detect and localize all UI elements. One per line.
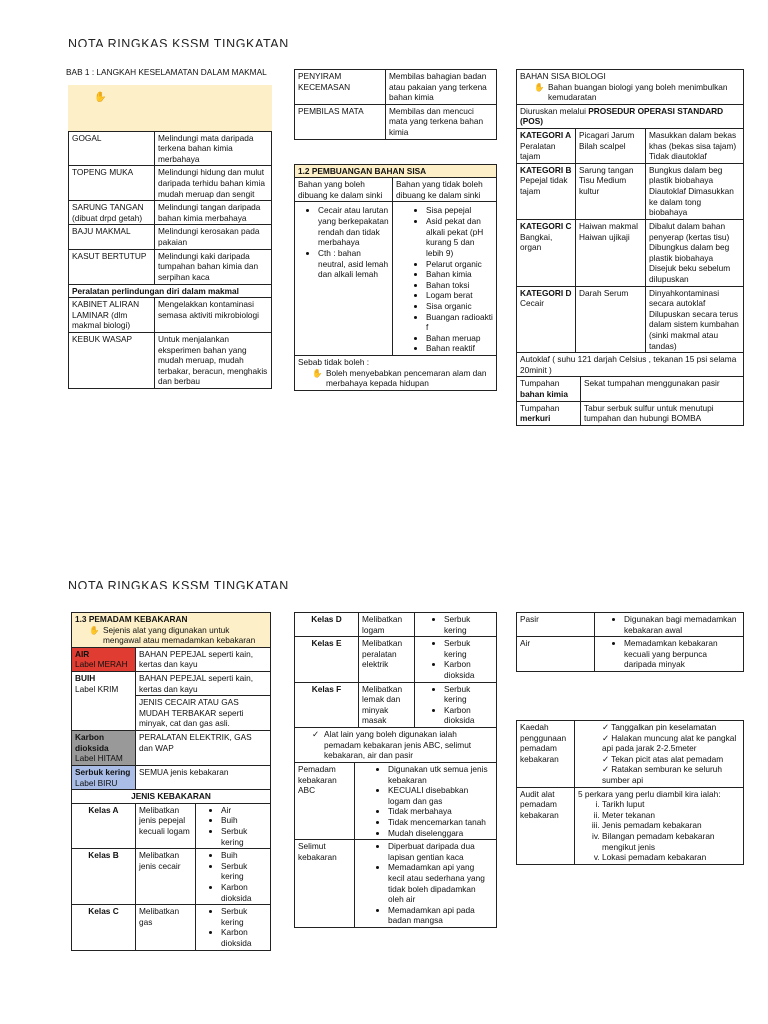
list-item: i. Tarikh luput	[602, 799, 740, 810]
class-desc: Melibatkan peralatan elektrik	[359, 637, 415, 682]
list-item: • Serbuk kering	[221, 906, 267, 927]
list-item: • Digunakan bagi memadamkan kebakaran awal	[624, 614, 740, 635]
extinguisher-label: Label HITAM	[75, 753, 123, 764]
category-desc: Masukkan dalam bekas khas (bekas sisa tajam) Tidak diautoklaf	[646, 129, 744, 164]
ppe-name: BAJU MAKMAL	[69, 225, 155, 249]
list-item: • Bahan kimia	[426, 269, 493, 280]
extinguisher-name: Karbon dioksida	[75, 732, 109, 753]
table-row	[517, 286, 744, 353]
list-item: ✓ Halakan muncung alat ke pangkal api pada jarak 2-2.5meter	[602, 733, 740, 754]
table-row	[517, 721, 744, 788]
table-row	[295, 637, 497, 682]
table-row	[69, 298, 272, 333]
table-row	[295, 728, 497, 763]
list-item: ✓ Tanggalkan pin keselamatan	[602, 722, 740, 733]
list-item: • Logam berat	[426, 290, 493, 301]
category-name: KATEGORI B	[520, 164, 572, 175]
class-name: Kelas F	[295, 682, 359, 727]
sand-water-section	[516, 612, 744, 672]
class-name: Kelas D	[295, 613, 359, 637]
extinguisher-desc: SEMUA jenis kebakaran	[136, 765, 271, 789]
list-item: • Serbuk kering	[221, 826, 267, 847]
definition: Sejenis alat yang digunakan untuk mengawal atau memadamkan kebakaran	[103, 624, 256, 646]
warning-hand-icon: ✋	[94, 91, 107, 103]
column-header: Bahan yang tidak boleh dibuang ke dalam sinki	[393, 178, 497, 202]
list-item: • Tidak merbahaya	[388, 806, 493, 817]
list-item: • Buih	[221, 815, 267, 826]
list-item: v. Lokasi pemadam kebakaran	[602, 852, 740, 863]
table-row	[517, 637, 744, 672]
table-row	[295, 763, 497, 840]
table-row	[72, 849, 271, 905]
table-row	[295, 840, 497, 928]
method-name: Kaedah penggunaan pemadam kebakaran	[517, 721, 575, 788]
category-items: Picagari Jarum Bilah scalpel	[576, 129, 646, 164]
table-row	[517, 70, 744, 105]
list-item: • Serbuk kering	[444, 614, 493, 635]
lab-safety-section	[66, 67, 272, 389]
category-name: KATEGORI D	[520, 287, 572, 298]
table-row	[72, 731, 271, 766]
ppe-table	[68, 131, 272, 389]
chapter-title: BAB 1 : LANGKAH KESELAMATAN DALAM MAKMAL	[66, 67, 267, 77]
class-desc: Melibatkan jenis pepejal kecuali logam	[136, 803, 196, 848]
list-item: • Buih	[221, 850, 267, 861]
list-item: • Memadamkan kebakaran kecuali yang berpunca daripada minyak	[624, 638, 740, 670]
category-desc: Dibalut dalam bahan penyerap (kertas tisu) Dibungkus dalam beg plastik biobahaya Disejuk beku sebelum dilupuskan	[646, 219, 744, 286]
table-row	[295, 682, 497, 727]
page-header-bottom: NOTA RINGKAS KSSM TINGKATAN	[68, 579, 289, 589]
list-item: • Cth : bahan neutral, asid lemah dan alkali lemah	[318, 248, 389, 280]
reason-label: Sebab tidak boleh :	[298, 357, 370, 368]
table-row	[517, 401, 744, 425]
list-item: • Buangan radioakti f	[426, 312, 493, 333]
column-header: Bahan yang boleh dibuang ke dalam sinki	[295, 178, 393, 202]
spill-prefix: Tumpahan	[520, 378, 560, 389]
table-row	[72, 803, 271, 848]
section-heading: Peralatan perlindungan diri dalam makmal	[69, 284, 272, 298]
list-item: • KECUALI disebabkan logam dan gas	[388, 785, 493, 806]
warning-hand-icon: ✋	[534, 81, 545, 92]
extinguisher-desc: BAHAN PEPEJAL seperti kain, kertas dan kayu	[136, 672, 271, 696]
list-item: ✓ Tekan picit atas alat pemadam	[602, 754, 740, 765]
list-item: iii. Jenis pemadam kebakaran	[602, 820, 740, 831]
other-tools: Alat lain yang boleh digunakan ialah pemadam kebakaran jenis ABC, selimut kebakaran, air dan pasir	[324, 729, 472, 761]
class-desc: Melibatkan gas	[136, 905, 196, 950]
lab-name: KABINET ALIRAN LAMINAR (dlm makmal biologi)	[69, 298, 155, 333]
check-icon: ✓	[312, 729, 319, 740]
class-name: Kelas B	[72, 849, 136, 905]
category-sub: Pepejal tidak tajam	[520, 175, 568, 197]
class-name: Kelas E	[295, 637, 359, 682]
bio-waste-table	[516, 69, 744, 377]
table-row	[517, 787, 744, 864]
table-row	[295, 178, 497, 202]
table-row	[72, 765, 271, 789]
list-item: • Sisa organic	[426, 301, 493, 312]
list-item: • Sisa pepejal	[426, 205, 493, 216]
ppe-name: GOGAL	[69, 131, 155, 166]
category-items: Darah Serum	[576, 286, 646, 353]
extinguisher-desc: PERALATAN ELEKTRIK, GAS dan WAP	[136, 731, 271, 766]
spill-table	[516, 377, 744, 425]
category-items: Sarung tangan Tisu Medium kultur	[576, 163, 646, 219]
extinguisher-name: BUIH	[75, 673, 96, 684]
waste-disposal-section	[294, 69, 497, 391]
page-header-top: NOTA RINGKAS KSSM TINGKATAN	[68, 37, 289, 47]
extinguisher-label: Label MERAH	[75, 659, 128, 670]
table-row	[517, 129, 744, 164]
section-title: 1.2 PEMBUANGAN BAHAN SISA	[295, 164, 497, 178]
ppe-desc: Melindungi hidung dan mulut daripada terhidu bahan kimia mudah meruap dan sengit	[155, 166, 272, 201]
usage-table	[516, 720, 744, 865]
autoclave-note: Autoklaf ( suhu 121 darjah Celsius , tekanan 15 psi selama 20minit )	[517, 353, 744, 377]
table-row	[295, 104, 497, 139]
category-items: Haiwan makmal Haiwan ujikaji	[576, 219, 646, 286]
wash-desc: Membilas bahagian badan atau pakaian yang terkena bahan kimia	[386, 70, 497, 105]
ppe-desc: Melindungi tangan daripada bahan kimia merbahaya	[155, 201, 272, 225]
wash-name: PENYIRAM KECEMASAN	[295, 70, 386, 105]
extinguisher-label: Label BIRU	[75, 777, 118, 788]
lab-desc: Untuk menjalankan eksperimen bahan yang mudah meruap, mudah terbakar, beracun, menghakis dan berbau	[155, 332, 272, 388]
highlight-box	[68, 85, 272, 131]
ppe-desc: Melindungi kerosakan pada pakaian	[155, 225, 272, 249]
ppe-name: KASUT BERTUTUP	[69, 249, 155, 284]
extinguisher-name: AIR	[75, 648, 90, 659]
extinguisher-usage-section	[516, 720, 744, 865]
list-item: • Memadamkan api pada badan mangsa	[388, 905, 493, 926]
list-item: • Karbon dioksida	[221, 882, 267, 903]
reason-text: Boleh menyebabkan pencemaran alam dan merbahaya kepada hidupan	[326, 367, 487, 389]
extinguisher-table	[71, 612, 271, 790]
list-item: • Bahan reaktif	[426, 343, 493, 354]
blanket-name: Selimut kebakaran	[295, 840, 355, 928]
list-item: • Cecair atau larutan yang berkepakatan rendah dan tidak merbahaya	[318, 205, 389, 247]
list-item: • Serbuk kering	[444, 638, 493, 659]
table-row	[517, 377, 744, 401]
table-row	[517, 163, 744, 219]
class-desc: Melibatkan lemak dan minyak masak	[359, 682, 415, 727]
class-desc: Melibatkan logam	[359, 613, 415, 637]
table-row	[295, 613, 497, 637]
list-item: • Karbon dioksida	[444, 705, 493, 726]
fire-extinguisher-section	[71, 612, 271, 951]
ppe-desc: Melindungi mata daripada terkena bahan kimia merbahaya	[155, 131, 272, 166]
ppe-name: TOPENG MUKA	[69, 166, 155, 201]
table-row	[69, 249, 272, 284]
list-item: • Karbon dioksida	[221, 927, 267, 948]
ppe-name: SARUNG TANGAN (dibuat drpd getah)	[69, 201, 155, 225]
extinguisher-desc: BAHAN PEPEJAL seperti kain, kertas dan kayu	[136, 647, 271, 671]
table-row	[517, 353, 744, 377]
class-name: Kelas A	[72, 803, 136, 848]
table-row	[69, 225, 272, 249]
list-item: iv. Bilangan pemadam kebakaran mengikut jenis	[602, 831, 740, 852]
list-item: • Memadamkan api yang kecil atau sederhana yang tidak boleh dipadamkan oleh air	[388, 862, 493, 904]
table-row	[69, 131, 272, 166]
fire-class-table-2	[294, 612, 497, 763]
list-item: • Serbuk kering	[444, 684, 493, 705]
list-item: • Karbon dioksida	[444, 659, 493, 680]
class-name: Kelas C	[72, 905, 136, 950]
category-sub: Cecair	[520, 298, 544, 309]
list-item: • Mudah diselenggara	[388, 828, 493, 839]
types-title: JENIS KEBAKARAN	[72, 790, 271, 803]
category-desc: Dinyahkontaminasi secara autoklaf Dilupuskan secara terus dalam sistem kumbahan (sinki makmal atau tandas)	[646, 286, 744, 353]
lab-desc: Mengelakkan kontaminasi semasa aktiviti mikrobiologi	[155, 298, 272, 333]
extinguisher-name: Serbuk kering	[75, 766, 131, 777]
list-item: ii. Meter tekanan	[602, 810, 740, 821]
abc-blanket-table	[294, 763, 497, 928]
list-item: • Bahan meruap	[426, 333, 493, 344]
ppe-desc: Melindungi kaki daripada tumpahan bahan kimia dan serpihan kaca	[155, 249, 272, 284]
wash-table	[294, 69, 497, 140]
list-item: • Diperbuat daripada dua lapisan gentian kaca	[388, 841, 493, 862]
category-sub: Bangkai, organ	[520, 231, 553, 253]
category-sub: Peralatan tajam	[520, 140, 556, 162]
audit-name: Audit alat pemadam kebakaran	[517, 787, 575, 864]
table-row	[69, 332, 272, 388]
table-row	[69, 201, 272, 225]
lab-name: KEBUK WASAP	[69, 332, 155, 388]
table-row	[72, 647, 271, 671]
list-item: • Serbuk kering	[221, 861, 267, 882]
table-row	[517, 219, 744, 286]
sand-water-table	[516, 612, 744, 672]
spill-prefix: Tumpahan	[520, 402, 560, 413]
list-item: • Tidak mencemarkan tanah	[388, 817, 493, 828]
spill-desc: Tabur serbuk sulfur untuk menutupi tumpahan dan hubungi BOMBA	[581, 401, 744, 425]
fire-class-continued-section	[294, 612, 497, 928]
pos-prefix: Diuruskan melalui	[520, 105, 589, 116]
disposal-table	[294, 164, 497, 391]
definition: Bahan buangan biologi yang boleh menimbulkan kemudaratan	[548, 81, 728, 103]
table-row	[72, 790, 271, 803]
category-name: KATEGORI C	[520, 220, 572, 231]
list-item: • Bahan toksi	[426, 280, 493, 291]
water-name: Air	[517, 637, 595, 672]
list-item: • Air	[221, 805, 267, 816]
table-row	[295, 202, 497, 356]
list-item: • Digunakan utk semua jenis kebakaran	[388, 764, 493, 785]
class-desc: Melibatkan jenis cecair	[136, 849, 196, 905]
table-row	[69, 284, 272, 298]
list-item: • Asid pekat dan alkali pekat (pH kurang 5 dan lebih 9)	[426, 216, 493, 258]
category-name: KATEGORI A	[520, 130, 572, 141]
audit-intro: 5 perkara yang perlu diambil kira ialah:	[578, 788, 721, 799]
table-row	[295, 70, 497, 105]
abc-name: Pemadam kebakaran ABC	[295, 763, 355, 840]
sand-name: Pasir	[517, 613, 595, 637]
pos-bold: PROSEDUR OPERASI STANDARD (POS)	[520, 105, 724, 127]
wash-desc: Membilas dan mencuci mata yang terkena bahan kimia	[386, 104, 497, 139]
category-desc: Bungkus dalam beg plastik biobahaya Diautoklaf Dimasukkan ke dalam tong biobahaya	[646, 163, 744, 219]
table-row	[295, 164, 497, 178]
wash-name: PEMBILAS MATA	[295, 104, 386, 139]
table-row	[517, 104, 744, 128]
warning-hand-icon: ✋	[312, 367, 323, 378]
table-row	[72, 905, 271, 950]
table-row	[295, 356, 497, 391]
section-title: BAHAN SISA BIOLOGI	[520, 71, 606, 81]
table-row	[72, 613, 271, 648]
warning-hand-icon: ✋	[89, 624, 100, 635]
list-item: ✓ Ratakan semburan ke seluruh sumber api	[602, 764, 740, 785]
spill-desc: Sekat tumpahan menggunakan pasir	[581, 377, 744, 401]
spill-type: bahan kimia	[520, 389, 568, 400]
section-title: 1.3 PEMADAM KEBAKARAN	[75, 614, 188, 624]
biological-waste-section	[516, 69, 744, 426]
table-row	[517, 613, 744, 637]
extinguisher-desc: JENIS CECAIR ATAU GAS MUDAH TERBAKAR seperti minyak, cat dan gas asli.	[136, 696, 271, 731]
list-item: • Pelarut organic	[426, 259, 493, 270]
table-row	[72, 672, 271, 696]
table-row	[69, 166, 272, 201]
fire-class-table	[71, 790, 271, 951]
spill-type: merkuri	[520, 413, 551, 424]
extinguisher-label: Label KRIM	[75, 683, 119, 694]
